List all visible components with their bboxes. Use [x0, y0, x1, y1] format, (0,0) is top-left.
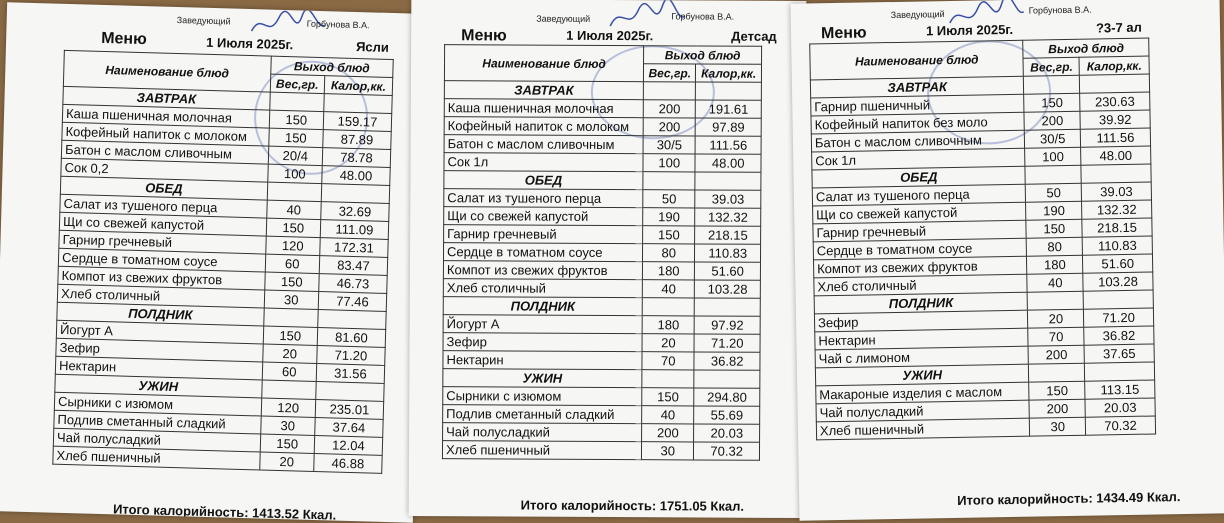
dish-name: Сердце в томатном соусе: [443, 243, 642, 262]
empty-cell: [1081, 164, 1151, 183]
dish-name: Нектарин: [55, 356, 262, 380]
empty-cell: [694, 370, 760, 388]
dish-weight: 190: [1026, 201, 1082, 220]
dish-calories: 97.92: [695, 316, 761, 334]
dish-calories: 12.04: [314, 435, 382, 455]
dish-weight: 20: [642, 334, 694, 352]
empty-cell: [643, 172, 695, 190]
col-header-calories: Калор,кк.: [696, 64, 762, 82]
empty-cell: [642, 370, 694, 388]
dish-weight: 70: [1028, 327, 1084, 346]
section-title: ОБЕД: [812, 166, 1026, 188]
section-title: УЖИН: [55, 374, 262, 398]
dish-name: Каша пшеничная молочная: [444, 99, 643, 118]
dish-name: Компот из свежих фруктов: [58, 266, 265, 290]
section-title: ОБЕД: [60, 176, 267, 200]
dish-calories: 71.20: [1084, 308, 1154, 327]
dish-calories: 230.63: [1080, 92, 1150, 111]
dish-name: Батон с маслом сливочным: [444, 135, 643, 154]
menu-date: 1 Июля 2025г.: [205, 34, 294, 53]
dish-calories: 111.56: [696, 136, 762, 154]
dish-row: [444, 207, 761, 227]
dish-name: Кофейный напиток с молоком: [444, 117, 643, 136]
dish-weight: 150: [263, 326, 318, 346]
section-title: ЗАВТРАК: [444, 81, 643, 100]
total-calories: Итого калорийность: 1751.05 Ккал.: [520, 497, 745, 514]
dish-name: Чай полусладкий: [443, 423, 642, 442]
dish-name: Компот из свежих фруктов: [443, 261, 642, 280]
dish-weight: 60: [262, 362, 317, 382]
dish-calories: 51.60: [1083, 254, 1153, 273]
dish-weight: 30: [264, 290, 319, 310]
dish-row: [444, 99, 761, 119]
dish-calories: 110.83: [1082, 236, 1152, 255]
dish-calories: 48.00: [1081, 146, 1151, 165]
col-header-weight: Вес,гр.: [1023, 57, 1079, 76]
dish-calories: 110.83: [695, 244, 761, 262]
dish-row: [443, 243, 760, 263]
section-title: ПОЛДНИК: [443, 297, 642, 316]
section-row: [443, 297, 760, 317]
dish-weight: 180: [642, 316, 694, 334]
empty-cell: [696, 82, 762, 100]
empty-cell: [1080, 74, 1150, 93]
dish-name: Батон с маслом сливочным: [61, 140, 268, 164]
dish-calories: 39.03: [695, 190, 761, 208]
menu-date: 1 Июля 2025г.: [566, 27, 654, 44]
section-title: ЗАВТРАК: [810, 76, 1024, 98]
dish-calories: 77.46: [318, 292, 386, 312]
empty-cell: [324, 94, 392, 114]
dish-weight: 150: [269, 110, 324, 130]
dish-weight: 120: [261, 398, 316, 418]
dish-name: Чай полусладкий: [53, 428, 260, 452]
dish-name: Хлеб пшеничный: [442, 441, 641, 460]
dish-name: Сок 1л: [812, 148, 1026, 170]
dish-name: Зефир: [56, 338, 263, 362]
dish-weight: 30: [642, 442, 694, 460]
dish-weight: 70: [642, 352, 694, 370]
col-header-name: Наименование блюд: [63, 50, 271, 92]
dish-row: [442, 441, 759, 461]
dish-weight: 150: [268, 128, 323, 148]
dish-name: Сырники с изюмом: [443, 387, 642, 406]
dish-name: Зефир: [814, 310, 1028, 332]
dish-name: Гарнир гречневый: [444, 225, 643, 244]
header-label: Заведующий: [890, 9, 945, 21]
dish-calories: 51.60: [695, 262, 761, 280]
empty-cell: [269, 92, 324, 112]
dish-name: Сок 1л: [444, 153, 643, 172]
menu-sheet-kindergarten: [409, 0, 807, 518]
dish-name: Хлеб столичный: [57, 284, 264, 308]
dish-calories: 294.80: [694, 388, 760, 406]
section-row: [443, 369, 760, 389]
dish-name: Хлеб столичный: [443, 279, 642, 298]
col-header-name: Наименование блюд: [810, 40, 1024, 80]
dish-name: Зефир: [443, 333, 642, 352]
empty-cell: [316, 382, 384, 402]
dish-weight: 150: [266, 218, 321, 238]
dish-name: Гарнир гречневый: [59, 230, 266, 254]
menu-title: Меню: [820, 24, 867, 43]
total-calories: Итого калорийность: 1434.49 Ккал.: [957, 489, 1181, 508]
empty-cell: [261, 380, 316, 400]
empty-cell: [318, 310, 386, 330]
dish-name: Гарнир гречневый: [813, 220, 1027, 242]
dish-weight: 150: [1024, 93, 1080, 112]
dish-calories: 81.60: [317, 328, 385, 348]
dish-name: Щи со свежей капустой: [59, 212, 266, 236]
dish-calories: 191.61: [696, 100, 762, 118]
total-calories: Итого калорийность: 1413.52 Ккал.: [112, 501, 337, 523]
menu-title: Меню: [461, 27, 507, 45]
dish-weight: 30: [1030, 417, 1086, 436]
dish-calories: 97.89: [696, 118, 762, 136]
dish-calories: 132.32: [1082, 200, 1152, 219]
dish-row: [443, 423, 760, 443]
dish-name: Хлеб пшеничный: [816, 418, 1030, 440]
dish-name: Чай полусладкий: [816, 400, 1030, 422]
empty-cell: [695, 172, 761, 190]
menu-title: Меню: [100, 29, 147, 49]
dish-name: Нектарин: [443, 351, 642, 370]
dish-calories: 39.92: [1080, 110, 1150, 129]
dish-name: Кофейный напиток с молоком: [62, 122, 269, 146]
dish-row: [443, 387, 760, 407]
empty-cell: [642, 298, 694, 316]
dish-weight: 200: [643, 100, 695, 118]
dish-name: Сырники с изюмом: [54, 392, 261, 416]
empty-cell: [1029, 363, 1085, 382]
menu-group: ?3-7 ал: [1095, 19, 1142, 36]
dish-name: Подлив сметанный сладкий: [54, 410, 261, 434]
menu-date: 1 Июля 2025г.: [925, 21, 1014, 39]
header-label: Заведующий: [176, 14, 231, 27]
col-header-output: Выход блюд: [270, 56, 393, 77]
dish-calories: 218.15: [1082, 218, 1152, 237]
col-header-name: Наименование блюд: [444, 45, 643, 82]
dish-weight: 20: [262, 344, 317, 364]
dish-weight: 40: [642, 280, 694, 298]
dish-calories: 218.15: [695, 226, 761, 244]
dish-row: [443, 333, 760, 353]
dish-name: Хлеб столичный: [814, 274, 1028, 296]
dish-weight: 30/5: [643, 136, 695, 154]
dish-weight: 80: [643, 244, 695, 262]
menu-table: [442, 44, 762, 461]
dish-name: Сок 0,2: [61, 158, 268, 182]
section-title: УЖИН: [815, 364, 1029, 386]
dish-name: Йогурт А: [443, 315, 642, 334]
dish-name: Чай с лимоном: [815, 346, 1029, 368]
section-row: [444, 81, 761, 101]
menu-group: Детсад: [731, 28, 777, 44]
dish-weight: 150: [643, 226, 695, 244]
dish-row: [444, 189, 761, 209]
dish-weight: 150: [260, 434, 315, 454]
dish-calories: 31.56: [316, 364, 384, 384]
section-title: ПОЛДНИК: [57, 302, 264, 326]
dish-calories: 87.89: [323, 130, 391, 150]
empty-cell: [1028, 291, 1084, 310]
dish-calories: 48.00: [322, 166, 390, 186]
menu-table: [52, 50, 393, 474]
dish-calories: 78.78: [322, 148, 390, 168]
empty-cell: [1025, 165, 1081, 184]
dish-calories: 20.03: [1085, 398, 1155, 417]
dish-weight: 200: [1029, 345, 1085, 364]
dish-calories: 111.56: [1080, 128, 1150, 147]
dish-weight: 100: [267, 164, 322, 184]
col-header-weight: Вес,гр.: [644, 64, 696, 82]
table-header-row: [445, 45, 762, 65]
section-row: [444, 171, 761, 191]
dish-calories: 20.03: [694, 424, 760, 442]
dish-name: Хлеб пшеничный: [53, 446, 260, 470]
dish-weight: 20: [259, 452, 314, 472]
dish-weight: 30/5: [1025, 129, 1081, 148]
col-header-calories: Калор,кк.: [1079, 56, 1149, 75]
dish-name: Компот из свежих фруктов: [813, 256, 1027, 278]
col-header-weight: Вес,гр.: [270, 74, 325, 94]
dish-weight: 20/4: [268, 146, 323, 166]
menu-group: Ясли: [355, 38, 390, 55]
empty-cell: [695, 298, 761, 316]
dish-row: [444, 225, 761, 245]
dish-name: Кофейный напиток без моло: [811, 112, 1025, 134]
dish-row: [443, 351, 760, 371]
dish-weight: 40: [266, 200, 321, 220]
empty-cell: [263, 308, 318, 328]
section-title: ОБЕД: [444, 171, 643, 190]
dish-calories: 132.32: [695, 208, 761, 226]
dish-name: Макароные изделия с маслом: [816, 382, 1030, 404]
menu-sheet-older: [791, 0, 1224, 521]
dish-weight: 180: [1027, 255, 1083, 274]
empty-cell: [321, 184, 389, 204]
section-title: ПОЛДНИК: [814, 292, 1028, 314]
empty-cell: [643, 82, 695, 100]
dish-calories: 159.17: [323, 112, 391, 132]
dish-weight: 200: [642, 424, 694, 442]
dish-row: [443, 405, 760, 425]
empty-cell: [1085, 362, 1155, 381]
dish-name: Салат из тушеного перца: [60, 194, 267, 218]
empty-cell: [1024, 75, 1080, 94]
dish-weight: 200: [643, 118, 695, 136]
col-header-output: Выход блюд: [644, 46, 762, 65]
section-title: УЖИН: [443, 369, 642, 388]
dish-calories: 48.00: [695, 154, 761, 172]
dish-weight: 150: [1026, 219, 1082, 238]
dish-row: [444, 153, 761, 173]
dish-calories: 39.03: [1081, 182, 1151, 201]
dish-weight: 120: [265, 236, 320, 256]
dish-name: Нектарин: [815, 328, 1029, 350]
dish-weight: 180: [642, 262, 694, 280]
dish-row: [444, 117, 761, 137]
dish-row: [443, 315, 760, 335]
dish-calories: 46.73: [319, 274, 387, 294]
header-name: Горбунова В.А.: [1028, 4, 1092, 16]
empty-cell: [267, 182, 322, 202]
dish-weight: 40: [642, 406, 694, 424]
dish-calories: 70.32: [694, 442, 760, 460]
dish-weight: 200: [1024, 111, 1080, 130]
dish-calories: 111.09: [320, 220, 388, 240]
col-header-output: Выход блюд: [1023, 38, 1149, 58]
dish-name: Гарнир пшеничный: [811, 94, 1025, 116]
dish-row: [443, 261, 760, 281]
dish-calories: 36.82: [1084, 326, 1154, 345]
header-name: Горбунова В.А.: [671, 11, 735, 22]
dish-calories: 37.64: [315, 417, 383, 437]
dish-name: Щи со свежей капустой: [813, 202, 1027, 224]
empty-cell: [1083, 290, 1153, 309]
dish-calories: 55.69: [694, 406, 760, 424]
section-title: ЗАВТРАК: [63, 86, 270, 110]
dish-weight: 50: [1026, 183, 1082, 202]
dish-name: Салат из тушеного перца: [812, 184, 1026, 206]
dish-weight: 80: [1027, 237, 1083, 256]
dish-weight: 100: [643, 154, 695, 172]
dish-row: [444, 135, 761, 155]
dish-weight: 20: [1028, 309, 1084, 328]
dish-name: Щи со свежей капустой: [444, 207, 643, 226]
menu-sheet-nursery: [0, 2, 427, 523]
header-name: Горбунова В.А.: [306, 18, 370, 31]
dish-name: Сердце в томатном соусе: [58, 248, 265, 272]
col-header-calories: Калор,кк.: [324, 76, 392, 96]
dish-row: [443, 279, 760, 299]
dish-calories: 83.47: [319, 256, 387, 276]
dish-calories: 71.20: [317, 346, 385, 366]
dish-weight: 150: [642, 388, 694, 406]
dish-weight: 60: [265, 254, 320, 274]
dish-calories: 70.32: [1086, 416, 1156, 435]
dish-calories: 235.01: [315, 400, 383, 420]
dish-weight: 50: [643, 190, 695, 208]
dish-calories: 103.28: [695, 280, 761, 298]
header-label: Заведующий: [536, 13, 591, 24]
dish-weight: 40: [1027, 273, 1083, 292]
dish-name: Подлив сметанный сладкий: [443, 405, 642, 424]
dish-weight: 150: [1029, 381, 1085, 400]
dish-weight: 150: [264, 272, 319, 292]
dish-name: Сердце в томатном соусе: [813, 238, 1027, 260]
dish-calories: 46.88: [314, 453, 382, 473]
dish-name: Каша пшеничная молочная: [62, 104, 269, 128]
dish-weight: 100: [1025, 147, 1081, 166]
dish-calories: 103.28: [1083, 272, 1153, 291]
dish-calories: 32.69: [321, 202, 389, 222]
menu-table: [809, 38, 1156, 441]
dish-calories: 172.31: [320, 238, 388, 258]
dish-calories: 71.20: [694, 334, 760, 352]
dish-calories: 113.15: [1085, 380, 1155, 399]
dish-calories: 37.65: [1084, 344, 1154, 363]
dish-weight: 190: [643, 208, 695, 226]
dish-weight: 30: [260, 416, 315, 436]
dish-name: Йогурт А: [56, 320, 263, 344]
dish-calories: 36.82: [694, 352, 760, 370]
dish-weight: 200: [1029, 399, 1085, 418]
dish-name: Салат из тушеного перца: [444, 189, 643, 208]
dish-name: Батон с маслом сливочным: [811, 130, 1025, 152]
